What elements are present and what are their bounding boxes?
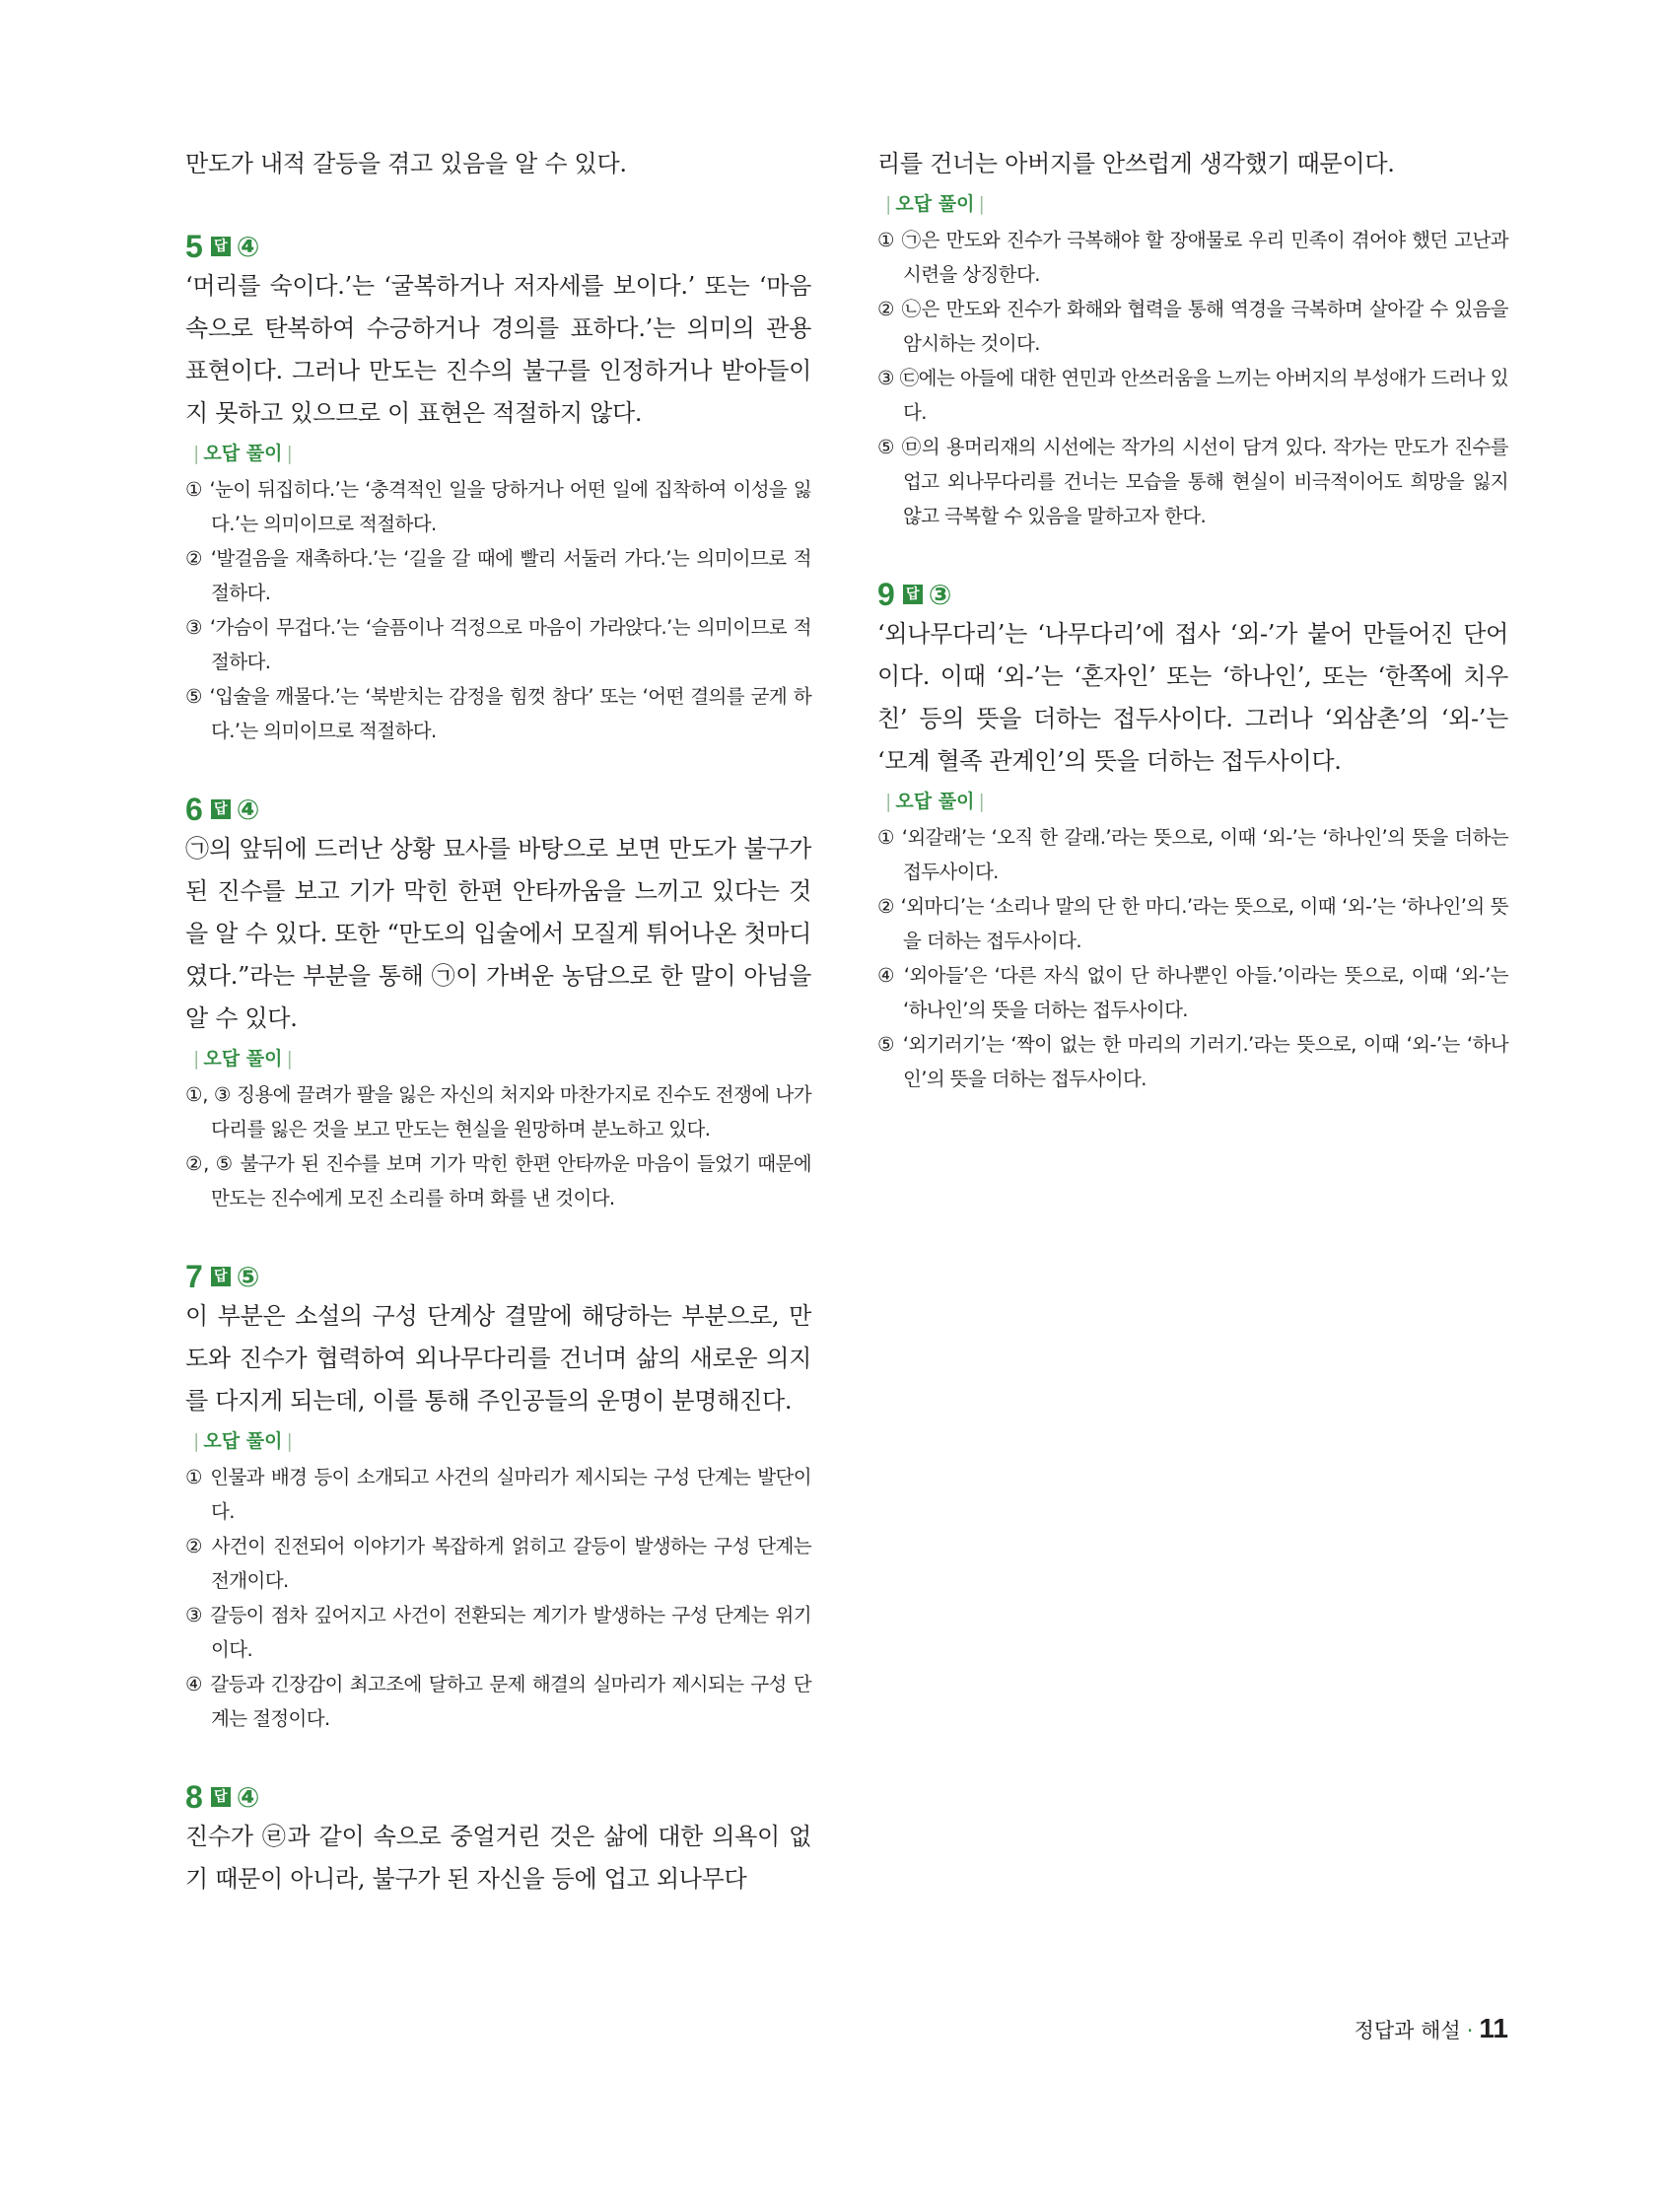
answer-badge: 답 bbox=[211, 237, 231, 256]
explanation-text-continued: 리를 건너는 아버지를 안쓰럽게 생각했기 때문이다. bbox=[877, 150, 1395, 177]
answer-badge: 답 bbox=[211, 1787, 231, 1807]
wrong-answer-heading: | 오답 풀이 | bbox=[885, 791, 985, 812]
wrong-answer-list bbox=[877, 820, 1508, 1096]
question-9-header bbox=[877, 576, 1508, 613]
explanation-text: ‘외나무다리’는 ‘나무다리’에 접사 ‘외-’가 붙어 만들어진 단어이다. 이때 ‘외-’는 ‘혼자인’ 또는 ‘하나인’, 또는 ‘한쪽에 치우친’ 등의 뜻을 더하는 접두사이다. 그러나 ‘외삼촌’의 ‘외-’는 ‘모계 혈족 관계인’의 뜻을 더하는 접두사이다. bbox=[877, 620, 1508, 775]
list-item: ① ㉠은 만도와 진수가 극복해야 할 장애물로 우리 민족이 겪어야 했던 고난과 시련을 상징한다. bbox=[877, 229, 1508, 286]
page-number: 11 bbox=[1479, 2013, 1508, 2043]
answer-choice: ④ bbox=[236, 230, 260, 263]
answer-choice: ⑤ bbox=[236, 1260, 260, 1293]
page-footer bbox=[1355, 2013, 1508, 2044]
wrong-answer-heading: | 오답 풀이 | bbox=[193, 443, 293, 464]
wrong-answer-list bbox=[185, 472, 811, 748]
list-item: ① ‘눈이 뒤집히다.’는 ‘충격적인 일을 당하거나 어떤 일에 집착하여 이성을 잃다.’는 의미이므로 적절하다. bbox=[185, 478, 811, 535]
question-9 bbox=[877, 576, 1508, 1096]
question-6-header bbox=[185, 791, 811, 828]
question-number: 7 bbox=[185, 1258, 203, 1294]
question-5-header bbox=[185, 228, 811, 265]
wrong-answer-list bbox=[185, 1460, 811, 1736]
question-number: 8 bbox=[185, 1778, 203, 1815]
list-item: ④ ‘외아들’은 ‘다른 자식 없이 단 하나뿐인 아들.’이라는 뜻으로, 이때 ‘외-’는 ‘하나인’의 뜻을 더하는 접두사이다. bbox=[877, 964, 1508, 1021]
list-item: ③ ‘가슴이 무겁다.’는 ‘슬픔이나 걱정으로 마음이 가라앉다.’는 의미이므로 적절하다. bbox=[185, 616, 811, 673]
list-item: ④ 갈등과 긴장감이 최고조에 달하고 문제 해결의 실마리가 제시되는 구성 단계는 절정이다. bbox=[185, 1673, 811, 1730]
footer-label: 정답과 해설 bbox=[1354, 2019, 1461, 2042]
list-item: ① ‘외갈래’는 ‘오직 한 갈래.’라는 뜻으로, 이때 ‘외-’는 ‘하나인’의 뜻을 더하는 접두사이다. bbox=[877, 826, 1508, 883]
question-5 bbox=[185, 228, 811, 748]
list-item: ②, ⑤ 불구가 된 진수를 보며 기가 막힌 한편 안타까운 마음이 들었기 때문에 만도는 진수에게 모진 소리를 하며 화를 낸 것이다. bbox=[185, 1152, 811, 1210]
list-item: ①, ③ 징용에 끌려가 팔을 잃은 자신의 처지와 마찬가지로 진수도 전쟁에 나가 다리를 잃은 것을 보고 만도는 현실을 원망하며 분노하고 있다. bbox=[185, 1083, 811, 1141]
answer-choice: ③ bbox=[928, 578, 952, 611]
question-8 bbox=[185, 1778, 811, 1901]
explanation-text: ㉠의 앞뒤에 드러난 상황 묘사를 바탕으로 보면 만도가 불구가 된 진수를 보고 기가 막힌 한편 안타까움을 느끼고 있다는 것을 알 수 있다. 또한 “만도의 입술에서 모질게 튀어나온 첫마디였다.”라는 부분을 통해 ㉠이 가벼운 농담으로 한 말이 아님을 알 수 있다. bbox=[185, 835, 811, 1032]
intro-text: 만도가 내적 갈등을 겪고 있음을 알 수 있다. bbox=[185, 150, 627, 177]
list-item: ② ㉡은 만도와 진수가 화해와 협력을 통해 역경을 극복하며 살아갈 수 있음을 암시하는 것이다. bbox=[877, 298, 1508, 355]
question-number: 9 bbox=[877, 576, 895, 612]
question-6 bbox=[185, 791, 811, 1215]
list-item: ② ‘외마디’는 ‘소리나 말의 단 한 마디.’라는 뜻으로, 이때 ‘외-’는 ‘하나인’의 뜻을 더하는 접두사이다. bbox=[877, 895, 1508, 952]
answer-choice: ④ bbox=[236, 793, 260, 826]
right-column bbox=[877, 143, 1508, 1096]
wrong-answer-list bbox=[185, 1077, 811, 1215]
wrong-answer-heading: | 오답 풀이 | bbox=[193, 1048, 293, 1070]
question-number: 6 bbox=[185, 791, 203, 827]
explanation-text: ‘머리를 숙이다.’는 ‘굴복하거나 저자세를 보이다.’ 또는 ‘마음속으로 탄복하여 수긍하거나 경의를 표하다.’는 의미의 관용 표현이다. 그러나 만도는 진수의 불구를 인정하거나 받아들이지 못하고 있으므로 이 표현은 적절하지 않다. bbox=[185, 272, 811, 427]
list-item: ② 사건이 진전되어 이야기가 복잡하게 얽히고 갈등이 발생하는 구성 단계는 전개이다. bbox=[185, 1535, 811, 1592]
left-column bbox=[185, 143, 811, 1901]
explanation-text: 이 부분은 소설의 구성 단계상 결말에 해당하는 부분으로, 만도와 진수가 협력하여 외나무다리를 건너며 삶의 새로운 의지를 다지게 되는데, 이를 통해 주인공들의 운명이 분명해진다. bbox=[185, 1302, 811, 1415]
wrong-answer-list bbox=[877, 223, 1508, 533]
wrong-answer-heading: | 오답 풀이 | bbox=[885, 193, 985, 215]
list-item: ③ 갈등이 점차 깊어지고 사건이 전환되는 계기가 발생하는 구성 단계는 위기이다. bbox=[185, 1604, 811, 1661]
answer-badge: 답 bbox=[903, 585, 923, 604]
list-item: ② ‘발걸음을 재촉하다.’는 ‘길을 갈 때에 빨리 서둘러 가다.’는 의미이므로 적절하다. bbox=[185, 547, 811, 604]
question-7-header bbox=[185, 1258, 811, 1295]
question-8-header bbox=[185, 1778, 811, 1816]
list-item: ⑤ ‘외기러기’는 ‘짝이 없는 한 마리의 기러기.’라는 뜻으로, 이때 ‘외-’는 ‘하나인’의 뜻을 더하는 접두사이다. bbox=[877, 1033, 1508, 1090]
answer-badge: 답 bbox=[211, 799, 231, 819]
answer-badge: 답 bbox=[211, 1267, 231, 1286]
list-item: ① 인물과 배경 등이 소개되고 사건의 실마리가 제시되는 구성 단계는 발단이다. bbox=[185, 1466, 811, 1523]
list-item: ⑤ ‘입술을 깨물다.’는 ‘북받치는 감정을 힘껏 참다’ 또는 ‘어떤 결의를 굳게 하다.’는 의미이므로 적절하다. bbox=[185, 685, 811, 742]
list-item: ⑤ ㉤의 용머리재의 시선에는 작가의 시선이 담겨 있다. 작가는 만도가 진수를 업고 외나무다리를 건너는 모습을 통해 현실이 비극적이어도 희망을 잃지 않고 극복할 수 있음을 말하고자 한다. bbox=[877, 436, 1508, 527]
question-7 bbox=[185, 1258, 811, 1736]
list-item: ③ ㉢에는 아들에 대한 연민과 안쓰러움을 느끼는 아버지의 부성애가 드러나 있다. bbox=[877, 367, 1508, 424]
wrong-answer-heading: | 오답 풀이 | bbox=[193, 1430, 293, 1452]
question-number: 5 bbox=[185, 228, 203, 264]
footer-separator: · bbox=[1466, 2019, 1474, 2042]
explanation-text: 진수가 ㉣과 같이 속으로 중얼거린 것은 삶에 대한 의욕이 없기 때문이 아니라, 불구가 된 자신을 등에 업고 외나무다 bbox=[185, 1823, 811, 1893]
answer-choice: ④ bbox=[236, 1780, 260, 1814]
